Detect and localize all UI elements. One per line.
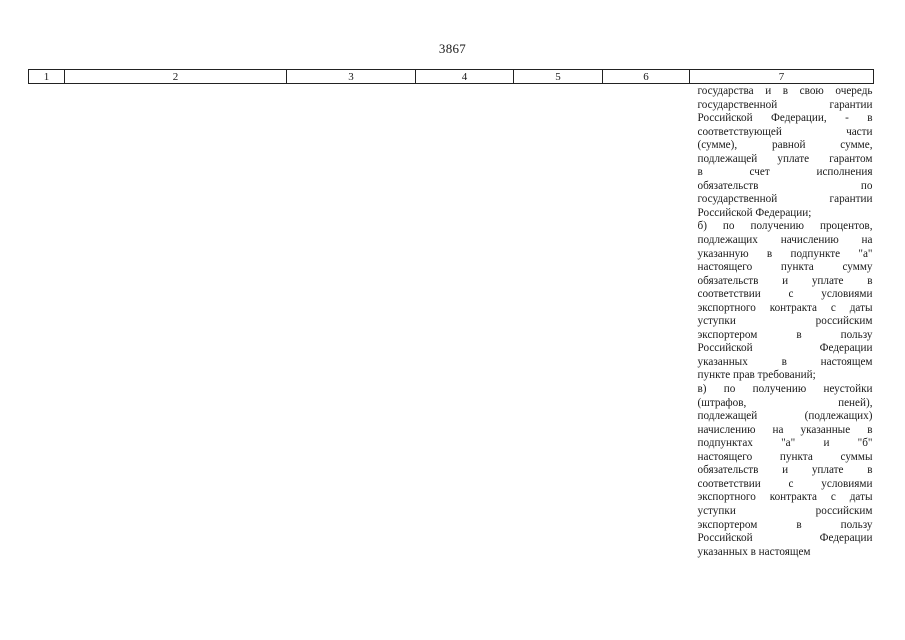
text-line: экспортного контракта с даты bbox=[697, 491, 873, 504]
text-line: обязательств по bbox=[697, 179, 873, 192]
text-line: уступки российским bbox=[697, 315, 873, 328]
text-line: начислению на указанные в bbox=[697, 423, 873, 436]
text-line: (штрафов, пеней), bbox=[697, 396, 873, 409]
column-header-1: 1 bbox=[29, 70, 65, 84]
text-line: пункте прав требований; bbox=[697, 369, 816, 382]
text-line: в счет исполнения bbox=[697, 166, 873, 179]
column-header-7: 7 bbox=[690, 70, 874, 84]
table-row bbox=[29, 84, 874, 560]
document-table bbox=[28, 69, 874, 559]
column-7-text bbox=[690, 84, 874, 559]
text-line: указанных в настоящем bbox=[697, 545, 811, 558]
text-line: соответствующей части bbox=[697, 125, 873, 138]
header-row bbox=[29, 70, 874, 84]
text-line: подлежащих начислению на bbox=[697, 234, 873, 247]
text-line: подлежащей уплате гарантом bbox=[697, 152, 873, 165]
text-line: экспортером в пользу bbox=[697, 328, 873, 341]
text-line: государственной гарантии bbox=[697, 98, 873, 111]
text-line: Российской Федерации; bbox=[697, 206, 812, 219]
column-header-5: 5 bbox=[514, 70, 603, 84]
text-line: государства и в свою очередь bbox=[697, 85, 873, 97]
column-header-6: 6 bbox=[603, 70, 690, 84]
text-line: уступки российским bbox=[697, 504, 873, 517]
text-line: б) по получению процентов, bbox=[697, 220, 873, 233]
cell-col-6 bbox=[603, 84, 690, 560]
cell-col-7 bbox=[690, 84, 874, 560]
text-line: (сумме), равной сумме, bbox=[697, 139, 873, 152]
text-line: экспортером в пользу bbox=[697, 518, 873, 531]
text-line: указанную в подпункте "а" bbox=[697, 247, 873, 260]
column-header-3: 3 bbox=[287, 70, 416, 84]
text-line: указанных в настоящем bbox=[697, 355, 873, 368]
column-header-2: 2 bbox=[65, 70, 287, 84]
cell-col-5 bbox=[514, 84, 603, 560]
text-line: обязательств и уплате в bbox=[697, 274, 873, 287]
text-line: подпунктах "а" и "б" bbox=[697, 437, 873, 450]
text-line: экспортного контракта с даты bbox=[697, 301, 873, 314]
cell-col-1 bbox=[29, 84, 65, 560]
text-line: обязательств и уплате в bbox=[697, 464, 873, 477]
cell-col-2 bbox=[65, 84, 287, 560]
text-line: настоящего пункта суммы bbox=[697, 450, 873, 463]
text-line: Российской Федерации bbox=[697, 342, 873, 355]
text-line: Российской Федерации bbox=[697, 532, 873, 545]
text-line: государственной гарантии bbox=[697, 193, 873, 206]
text-line: в) по получению неустойки bbox=[697, 383, 873, 396]
text-line: соответствии с условиями bbox=[697, 288, 873, 301]
text-line: Российской Федерации, - в bbox=[697, 112, 873, 125]
text-line: подлежащей (подлежащих) bbox=[697, 410, 873, 423]
cell-col-3 bbox=[287, 84, 416, 560]
page-number: 3867 bbox=[438, 41, 467, 56]
column-header-4: 4 bbox=[416, 70, 514, 84]
text-line: настоящего пункта сумму bbox=[697, 261, 873, 274]
text-line: соответствии с условиями bbox=[697, 477, 873, 490]
cell-col-4 bbox=[416, 84, 514, 560]
